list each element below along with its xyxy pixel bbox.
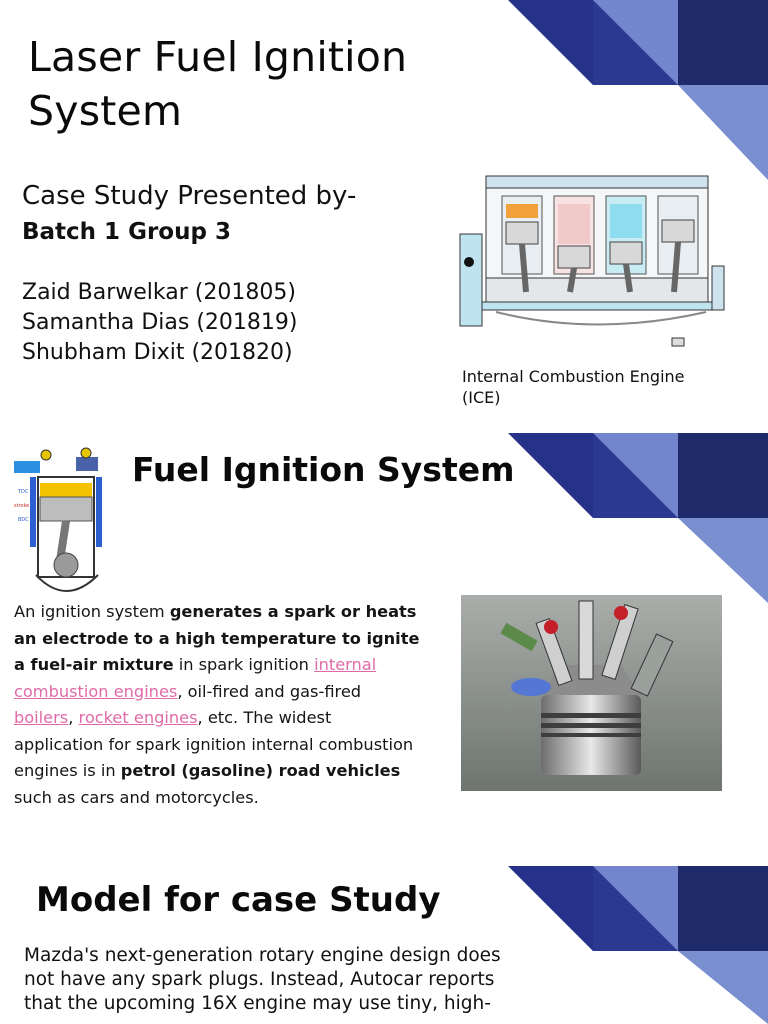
slide-fuel-ignition: [0, 433, 768, 855]
section-title: Fuel Ignition System: [132, 450, 515, 489]
batch-label: Batch 1 Group 3: [22, 219, 231, 245]
link-rocket-engines[interactable]: rocket engines: [78, 708, 198, 727]
member-name: Samantha Dias (201819): [22, 310, 298, 335]
member-list: [22, 278, 297, 368]
inline-engine-diagram-icon: [456, 152, 740, 352]
presenter-heading: Case Study Presented by-: [22, 181, 357, 211]
member-name: Zaid Barwelkar (201805): [22, 280, 296, 305]
section-title: Model for case Study: [36, 880, 441, 920]
link-boilers[interactable]: boilers: [14, 708, 69, 727]
cylinder-diagram-icon: [0, 437, 118, 597]
slide-title: [0, 0, 768, 420]
slide-case-study-model: [0, 866, 768, 1024]
case-study-description: Mazda's next-generation rotary engine design does not have any spark plugs. Instead, Autocar reports that the upcoming 16X engine may use tiny, high-: [24, 945, 501, 1014]
decorative-triangles: [508, 866, 768, 1024]
ignition-description: An ignition system generates a spark or heats an electrode to a high temperature to ignite a fuel-air mixture in spark ignition internal combustion engines, oil-fired and gas-fired boilers, rocket engines, etc. The widest application for spark ignition internal combustion engines is in petrol (gasoline) road vehicles such as cars and motorcycles.: [14, 602, 420, 807]
bdc-label: BDC: [18, 517, 29, 523]
engine-photo-icon: [461, 595, 722, 791]
image-caption: Internal Combustion Engine (ICE): [462, 367, 685, 407]
link-internal-combustion-engines[interactable]: internal combustion engines: [14, 655, 377, 701]
stroke-label: stroke: [14, 503, 30, 509]
tdc-label: TDC: [18, 489, 29, 495]
page-title: Laser Fuel Ignition System: [28, 33, 408, 135]
member-name: Shubham Dixit (201820): [22, 340, 293, 365]
